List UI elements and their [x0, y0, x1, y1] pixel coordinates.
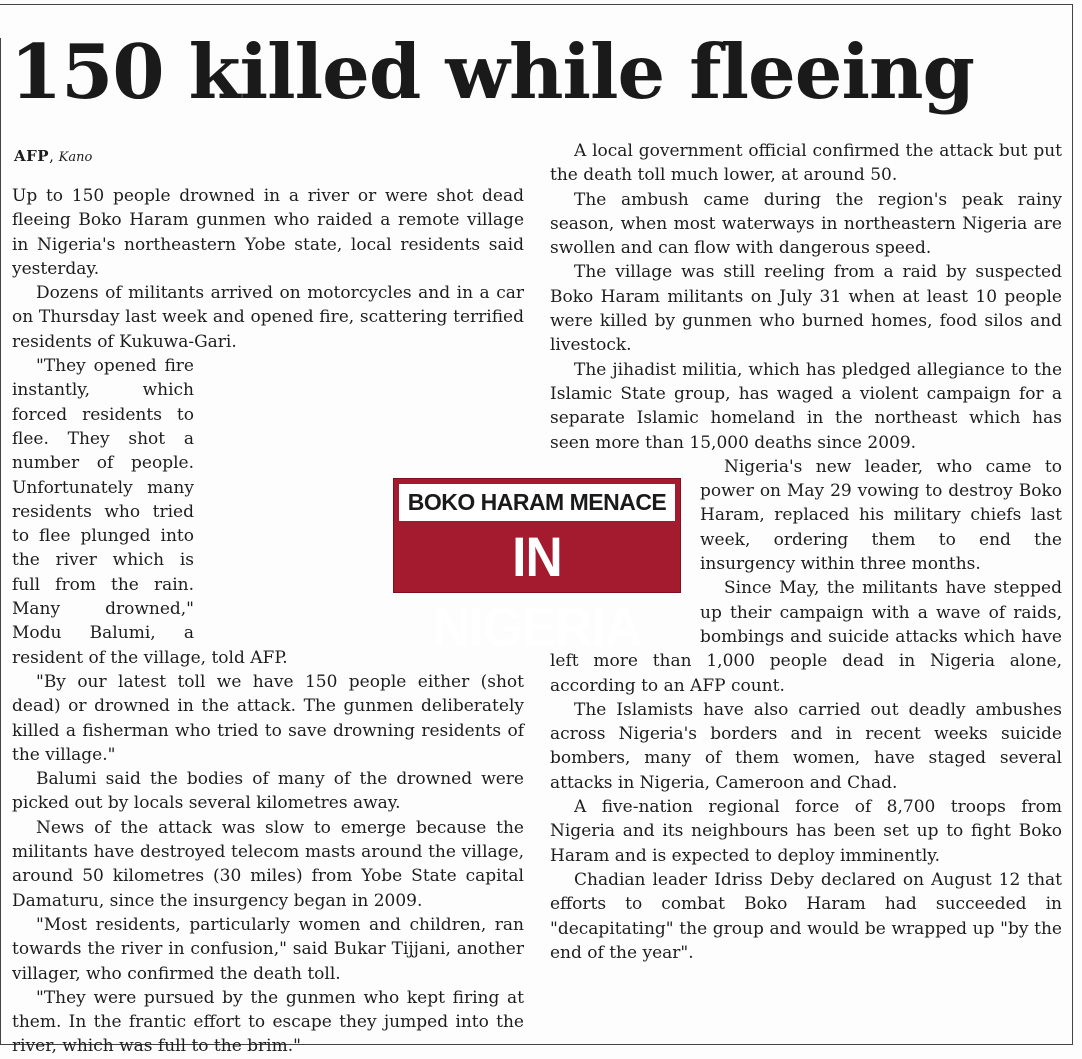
frame-top-rule [0, 4, 1072, 5]
paragraph: The ambush came during the region's peak rainy season, when most waterways in northeastern Nigeria are swollen and can flow with dangerous speed. [550, 189, 1062, 259]
paragraph: News of the attack was slow to emerge because the militants have destroyed telecom masts around the village, around 50 kilometres (30 miles) from Yobe State capital Damaturu, since the insurgency began in 2009. [12, 817, 524, 911]
graphic-subtitle: IN NIGERIA [432, 525, 642, 658]
graphic-title: BOKO HARAM MENACE [399, 484, 675, 521]
paragraph: Up to 150 people drowned in a river or were shot dead fleeing Boko Haram gunmen who raided a remote village in Nigeria's northeastern Yobe state, local residents said yesterday. [12, 186, 524, 279]
paragraph: The village was still reeling from a raid by suspected Boko Haram militants on July 31 when at least 10 people were killed by gunmen who burned homes, food silos and livestock. [550, 262, 1062, 356]
paragraph: Since May, the militants have stepped up their campaign with a wave of raids, bombings and suicide attacks which have left more than 1,000 people dead in Nigeria alone, according to an AFP count. [550, 578, 1062, 696]
frame-right-rule [1072, 4, 1073, 1044]
paragraph: A five-nation regional force of 8,700 troops from Nigeria and its neighbours has been set up to fight Boko Haram and is expected to deploy imminently. [550, 797, 1062, 866]
paragraph: The Islamists have also carried out deadly ambushes across Nigeria's borders and in recent weeks suicide bombers, many of them women, have staged several attacks in Nigeria, Cameroon and Chad. [550, 699, 1062, 793]
paragraph: The jihadist militia, which has pledged allegiance to the Islamic State group, has waged a violent campaign for a separate Islamic homeland in the northeast which has seen more than 15,000 deaths since 2009. [550, 359, 1062, 453]
paragraph: A local government official confirmed the attack but put the death toll much lower, at around 50. [550, 141, 1062, 186]
paragraph: Chadian leader Idriss Deby declared on August 12 that efforts to combat Boko Haram had succeeded in "decapitating" the group and would be wrapped up "by the end of the year". [550, 869, 1062, 963]
paragraph: Nigeria's new leader, who came to power on May 29 vowing to destroy Boko Haram, replaced his military chiefs last week, ordering them to end the insurgency within three months. [700, 456, 1062, 575]
boko-haram-graphic [393, 478, 681, 658]
paragraph: "Most residents, particularly women and children, ran towards the river in confusion," said Bukar Tijjani, another villager, who confirmed the death toll. [12, 914, 524, 984]
paragraph: "They opened fire instantly, which forced residents to flee. They shot a number of people. Unfortunately many residents who tried to flee plunged into the river which is full from the rain. Many drowned," Modu Balumi, a resident of the village, told AFP. [12, 356, 288, 668]
paragraph: "By our latest toll we have 150 people either (shot dead) or drowned in the attack. The gunmen deliberately killed a fisherman who tried to save drowning residents of the village." [12, 671, 524, 765]
headline: 150 killed while fleeing [10, 28, 974, 116]
paragraph: Balumi said the bodies of many of the drowned were picked out by locals several kilometres away. [12, 769, 524, 814]
frame-left-rule [0, 38, 1, 1044]
byline: AFP, Kano [14, 147, 93, 165]
byline-agency: AFP [14, 147, 50, 165]
paragraph: Dozens of militants arrived on motorcycles and in a car on Thursday last week and opened fire, scattering terrified residents of Kukuwa-Gari. [12, 283, 524, 352]
byline-location: Kano [58, 150, 93, 165]
paragraph: "They were pursued by the gunmen who kept firing at them. In the frantic effort to escape they jumped into the river, which was full to the brim." [12, 987, 524, 1057]
